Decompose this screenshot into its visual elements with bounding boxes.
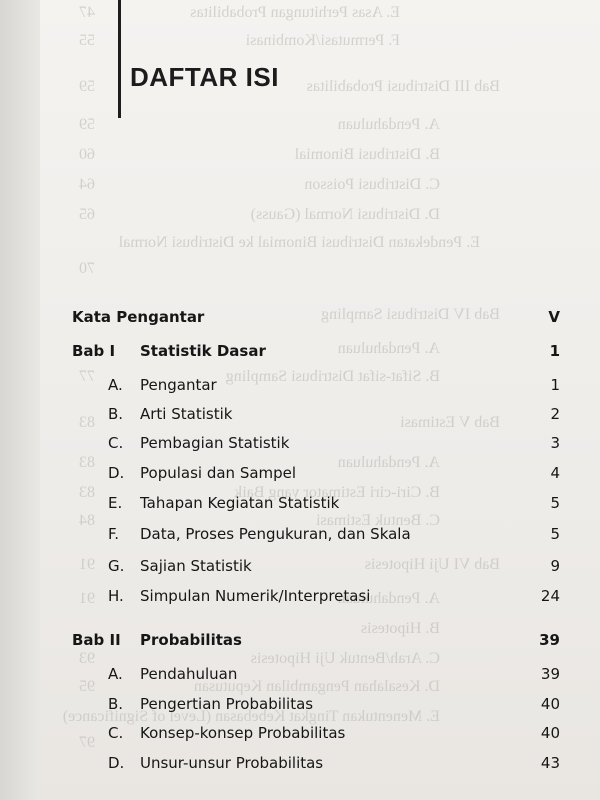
toc-page-number: 39 [539,631,560,649]
toc-chapter-row [0,342,600,366]
toc-page-number: 9 [550,557,560,575]
toc-item-text: Data, Proses Pengukuran, dan Skala [140,525,411,543]
ghost-number: 55 [79,32,95,49]
toc-entry-label: Kata Pengantar [72,308,205,326]
toc-page-number: 39 [540,665,560,683]
ghost-line: B. Ciri-ciri Estimator yang Baik [234,484,440,501]
ghost-number: 65 [79,206,95,223]
toc-page-number: V [548,308,560,326]
ghost-line: E. Menentukan Tingkat Kebebasan (Level of Significance) [62,708,440,725]
toc-item-row [0,557,600,581]
toc-page-number: 3 [550,434,560,452]
ghost-line: Bab V Estimasi [400,414,500,431]
ghost-line: A. Pendahuluan [337,590,440,607]
ghost-line: C. Bentuk Estimasi [316,512,440,529]
toc-item-text: Simpulan Numerik/Interpretasi [140,587,371,605]
ghost-line: E. Pendekatan Distribusi Binomial ke Distribusi Normal [118,234,480,251]
toc-page-number: 1 [550,376,560,394]
ghost-number: 93 [79,650,95,667]
toc-item-row [0,724,600,748]
ghost-line: Bab VI Uji Hipotesis [364,556,500,573]
toc-page-number: 5 [550,494,560,512]
ghost-line: B. Hipotesis [360,620,440,637]
ghost-number: 84 [79,512,95,529]
toc-item-row [0,494,600,518]
toc-item-letter: B. [108,695,124,713]
toc-item-row [0,405,600,429]
toc-page-number: 40 [540,695,560,713]
ghost-line: Bab III Distribusi Probabilitas [306,78,500,95]
toc-chapter-number: Bab I [72,342,116,360]
toc-item-letter: H. [108,587,124,605]
ghost-line: A. Pendahuluan [337,454,440,471]
toc-item-letter: G. [108,557,125,575]
toc-chapter-row [0,631,600,655]
ghost-line: C. Distribusi Poisson [304,176,440,193]
ghost-line: D. Distribusi Normal (Gauss) [250,206,440,223]
ghost-number: 70 [79,260,95,277]
toc-item-letter: B. [108,405,124,423]
toc-item-row [0,464,600,488]
toc-item-row [0,525,600,549]
toc-item-row [0,587,600,611]
toc-item-text: Unsur-unsur Probabilitas [140,754,324,772]
toc-item-letter: E. [108,494,123,512]
toc-item-text: Pembagian Statistik [140,434,290,452]
ghost-number: 91 [79,556,95,573]
toc-item-text: Arti Statistik [140,405,233,423]
ghost-line: A. Pendahuluan [337,116,440,133]
ghost-line: B. Distribusi Binomial [294,146,440,163]
toc-item-row [0,665,600,689]
toc-item-text: Pendahuluan [140,665,238,683]
toc-page-number: 40 [540,724,560,742]
toc-item-text: Pengantar [140,376,217,394]
ghost-line: D. Kesalahan Pengambilan Keputusan [193,678,440,695]
ghost-number: 83 [79,414,95,431]
ghost-number: 59 [79,78,95,95]
ghost-line: F. Permutasi/Kombinasi [245,32,400,49]
ghost-line: A. Pendahuluan [337,340,440,357]
toc-page-number: 43 [540,754,560,772]
toc-page-number: 4 [550,464,560,482]
toc-item-letter: A. [108,376,123,394]
toc-page-number: 1 [549,342,560,360]
page-title: DAFTAR ISI [130,62,279,92]
ghost-number: 47 [79,4,95,21]
ghost-line: B. Sifat-sifat Distribusi Sampling [225,368,440,385]
ghost-line: E. Asas Perhitungan Probabilitas [190,4,400,21]
toc-chapter-title: Probabilitas [140,631,242,649]
toc-item-row [0,754,600,778]
toc-chapter-number: Bab II [72,631,121,649]
toc-item-text: Tahapan Kegiatan Statistik [140,494,340,512]
toc-item-text: Pengertian Probabilitas [140,695,314,713]
ghost-number: 59 [79,116,95,133]
ghost-line: Bab IV Distribusi Sampling [321,306,500,323]
toc-item-letter: C. [108,724,124,742]
toc-item-text: Konsep-konsep Probabilitas [140,724,346,742]
toc-item-letter: D. [108,754,125,772]
toc-item-text: Populasi dan Sampel [140,464,297,482]
toc-chapter-title: Statistik Dasar [140,342,266,360]
ghost-number: 64 [79,176,95,193]
toc-page-number: 2 [550,405,560,423]
ghost-number: 95 [79,678,95,695]
ghost-number: 77 [79,368,95,385]
toc-item-letter: C. [108,434,124,452]
toc-item-letter: D. [108,464,125,482]
ghost-number: 83 [79,454,95,471]
ghost-line: C. Arah/Bentuk Uji Hipotesis [250,650,440,667]
toc-item-letter: F. [108,525,119,543]
toc-item-letter: A. [108,665,123,683]
toc-item-row [0,695,600,719]
toc-item-row [0,434,600,458]
ghost-number: 97 [79,734,95,751]
ghost-number: 91 [79,590,95,607]
ghost-number: 60 [79,146,95,163]
toc-item-row [0,376,600,400]
toc-kata-pengantar [0,308,600,332]
ghost-number: 83 [79,484,95,501]
toc-page-number: 5 [550,525,560,543]
toc-item-text: Sajian Statistik [140,557,252,575]
toc-page-number: 24 [540,587,560,605]
